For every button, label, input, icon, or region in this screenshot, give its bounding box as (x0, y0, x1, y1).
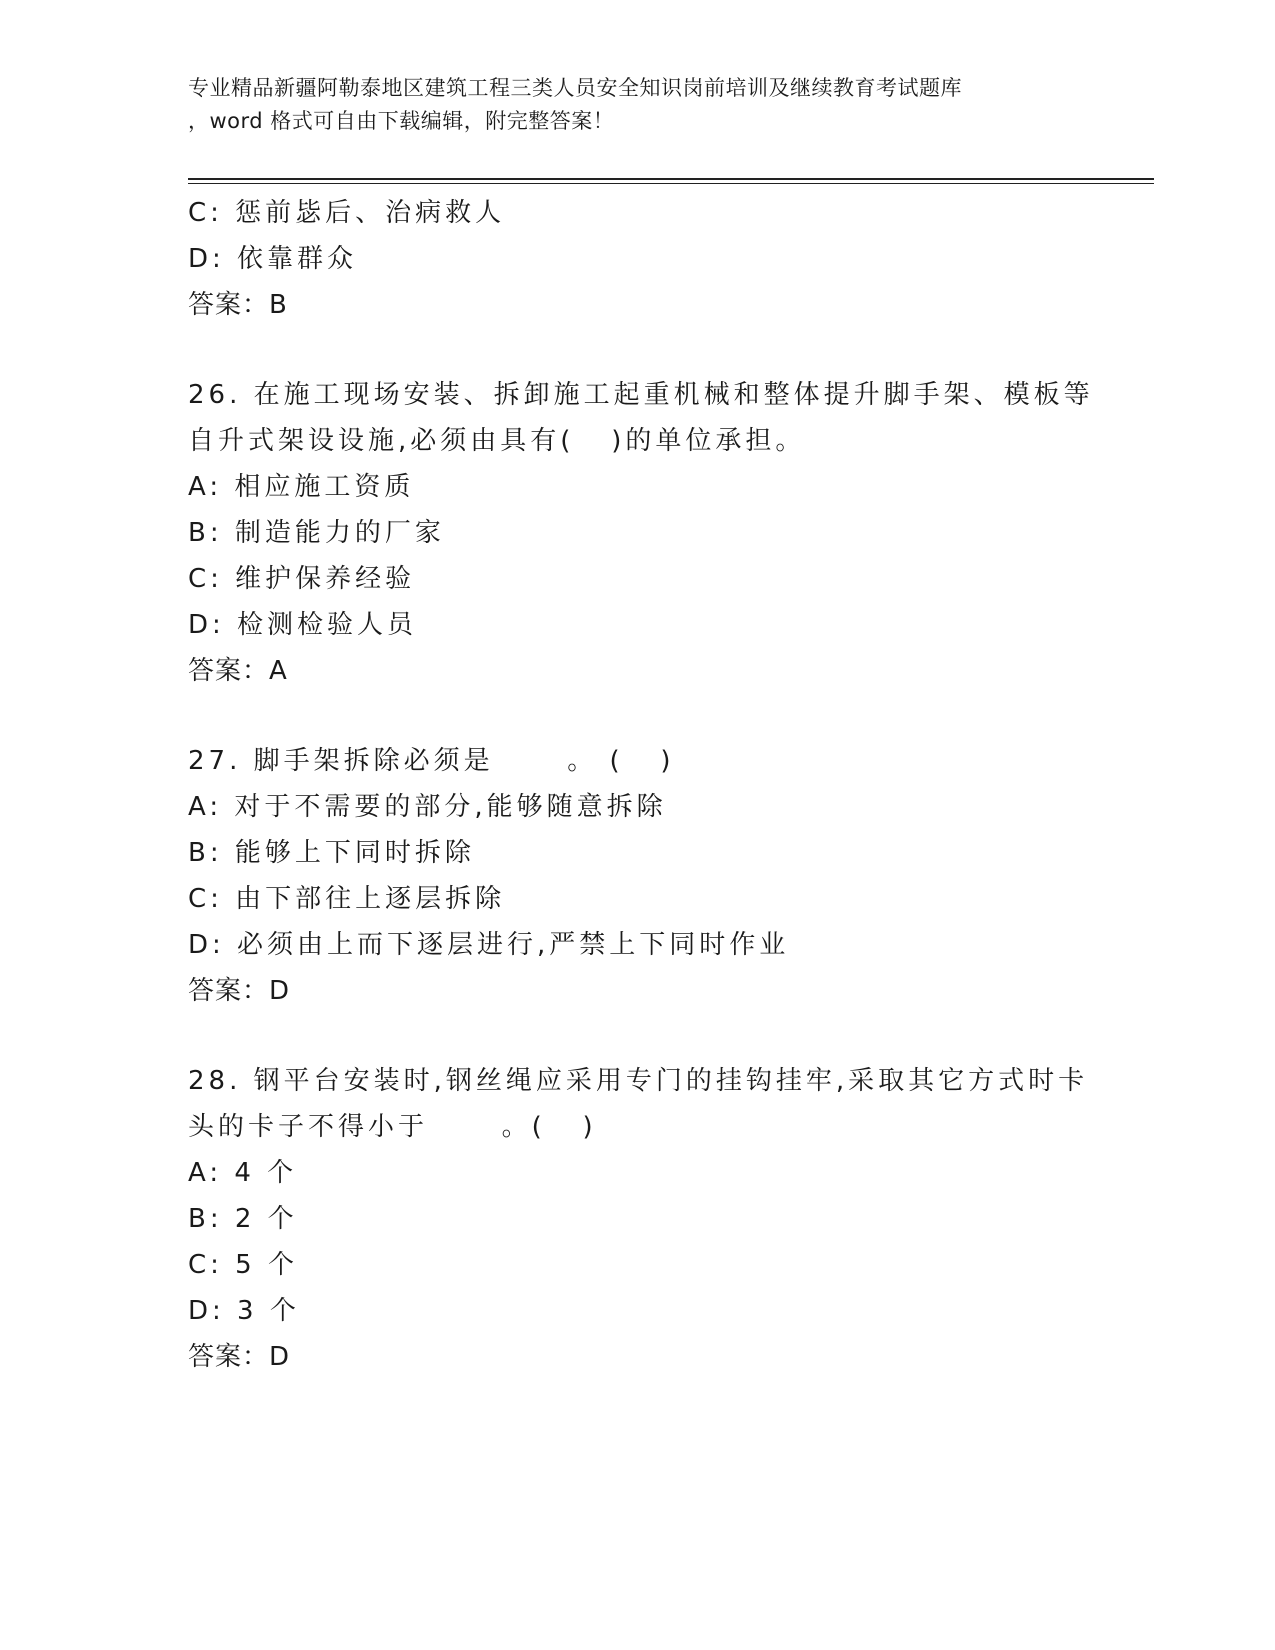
question-stem-cont: 头的卡子不得小于 。( ) (188, 1112, 597, 1142)
option-c: C: 维护保养经验 (188, 564, 416, 594)
option-b: B: 能够上下同时拆除 (188, 838, 475, 868)
question-27 (188, 738, 1088, 1014)
option-a: A: 相应施工资质 (188, 472, 415, 502)
question-25-tail (188, 190, 1088, 328)
header-divider (188, 178, 1154, 180)
question-stem: 26. 在施工现场安装、拆卸施工起重机械和整体提升脚手架、模板等 (188, 380, 1094, 410)
option-a: A: 对于不需要的部分,能够随意拆除 (188, 792, 667, 822)
document-body (188, 190, 1094, 1380)
option-b: B: 制造能力的厂家 (188, 518, 445, 548)
answer-label: 答案：A (188, 656, 288, 686)
question-stem-cont: 自升式架设设施,必须由具有( )的单位承担。 (188, 426, 806, 456)
option-b: B: 2 个 (188, 1204, 298, 1234)
option-d: D: 检测检验人员 (188, 610, 418, 640)
header-divider-thin (188, 183, 1154, 184)
option-d: D: 3 个 (188, 1296, 300, 1326)
answer-label: 答案：B (188, 290, 288, 320)
option-a: A: 4 个 (188, 1158, 298, 1188)
question-28 (188, 1058, 1088, 1380)
question-stem: 28. 钢平台安装时,钢丝绳应采用专门的挂钩挂牢,采取其它方式时卡 (188, 1066, 1089, 1096)
header-title-line2: ，word 格式可自由下载编辑，附完整答案！ (188, 109, 615, 133)
option-c: C: 由下部往上逐层拆除 (188, 884, 506, 914)
answer-label: 答案：D (188, 1342, 291, 1372)
document-header (188, 72, 1088, 138)
option-c: C: 惩前毖后、治病救人 (188, 198, 506, 228)
option-c: C: 5 个 (188, 1250, 298, 1280)
question-stem: 27. 脚手架拆除必须是 。 ( ) (188, 746, 675, 776)
answer-label: 答案：D (188, 976, 291, 1006)
option-d: D: 必须由上而下逐层进行,严禁上下同时作业 (188, 930, 790, 960)
option-d: D: 依靠群众 (188, 244, 358, 274)
question-26 (188, 372, 1094, 694)
header-title-line1: 专业精品新疆阿勒泰地区建筑工程三类人员安全知识岗前培训及继续教育考试题库 (188, 76, 962, 100)
